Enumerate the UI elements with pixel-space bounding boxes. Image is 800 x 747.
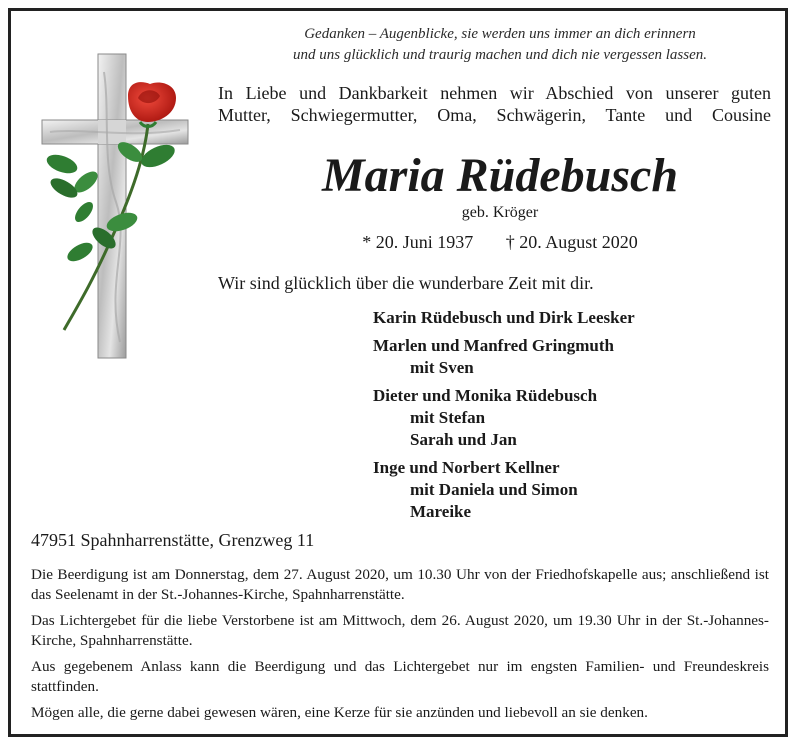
family-head: Dieter und Monika Rüdebusch	[373, 386, 598, 405]
family-head: Inge und Norbert Kellner	[373, 458, 560, 477]
family-group	[373, 457, 635, 523]
family-group	[373, 385, 635, 451]
family-group	[373, 335, 635, 379]
life-dates	[215, 232, 785, 253]
motto-line: und uns glücklich und traurig machen und dich nie vergessen lassen.	[293, 47, 707, 63]
family-group	[373, 307, 635, 329]
quote: Wir sind glücklich über die wunderbare Zeit mit dir.	[218, 273, 594, 293]
family-head: Karin Rüdebusch und Dirk Leesker	[373, 308, 635, 327]
address: 47951 Spahnharrenstätte, Grenzweg 11	[31, 530, 315, 550]
family-member: Mareike	[410, 502, 472, 521]
candle-note: Mögen alle, die gerne dabei gewesen wären, eine Kerze für sie anzünden und liebevoll an sie denken.	[31, 704, 648, 721]
family-member: Sarah und Jan	[410, 430, 517, 449]
prayer-info: Das Lichtergebet für die liebe Verstorbene ist am Mittwoch, dem 26. August 2020, um 19.30 Uhr in der St.-Johannes-Kirche, Spahnharrenstätte.	[31, 612, 769, 649]
deceased-name: Maria Rüdebusch	[321, 149, 679, 202]
birth-name: geb. Kröger	[461, 204, 539, 221]
family-member: mit Stefan	[410, 408, 486, 427]
family-list	[373, 307, 635, 529]
family-head: Marlen und Manfred Gringmuth	[373, 336, 615, 355]
info-block	[31, 565, 769, 729]
motto-line: Gedanken – Augenblicke, sie werden uns immer an dich erinnern	[304, 26, 696, 42]
intro-line: Mutter, Schwiegermutter, Oma, Schwägerin, Tante und Cousine	[218, 105, 771, 125]
family-member: mit Daniela und Simon	[410, 480, 578, 499]
death-date: † 20. August 2020	[505, 232, 638, 252]
intro-line: In Liebe und Dankbarkeit nehmen wir Abschied von unserer guten	[218, 83, 771, 103]
birth-date: * 20. Juni 1937	[362, 232, 474, 252]
cross-with-rose-icon	[40, 52, 190, 362]
restriction-notice: Aus gegebenem Anlass kann die Beerdigung und das Lichtergebet nur im engsten Familien- und Freundeskreis stattfinden.	[31, 658, 769, 695]
motto	[215, 24, 785, 66]
funeral-info: Die Beerdigung ist am Donnerstag, dem 27. August 2020, um 10.30 Uhr von der Friedhofskapelle aus; anschließend ist das Seelenamt in der St.-Johannes-Kirche, Spahnharrenstätte.	[31, 566, 769, 603]
family-member: mit Sven	[410, 358, 474, 377]
intro-text	[218, 82, 771, 126]
